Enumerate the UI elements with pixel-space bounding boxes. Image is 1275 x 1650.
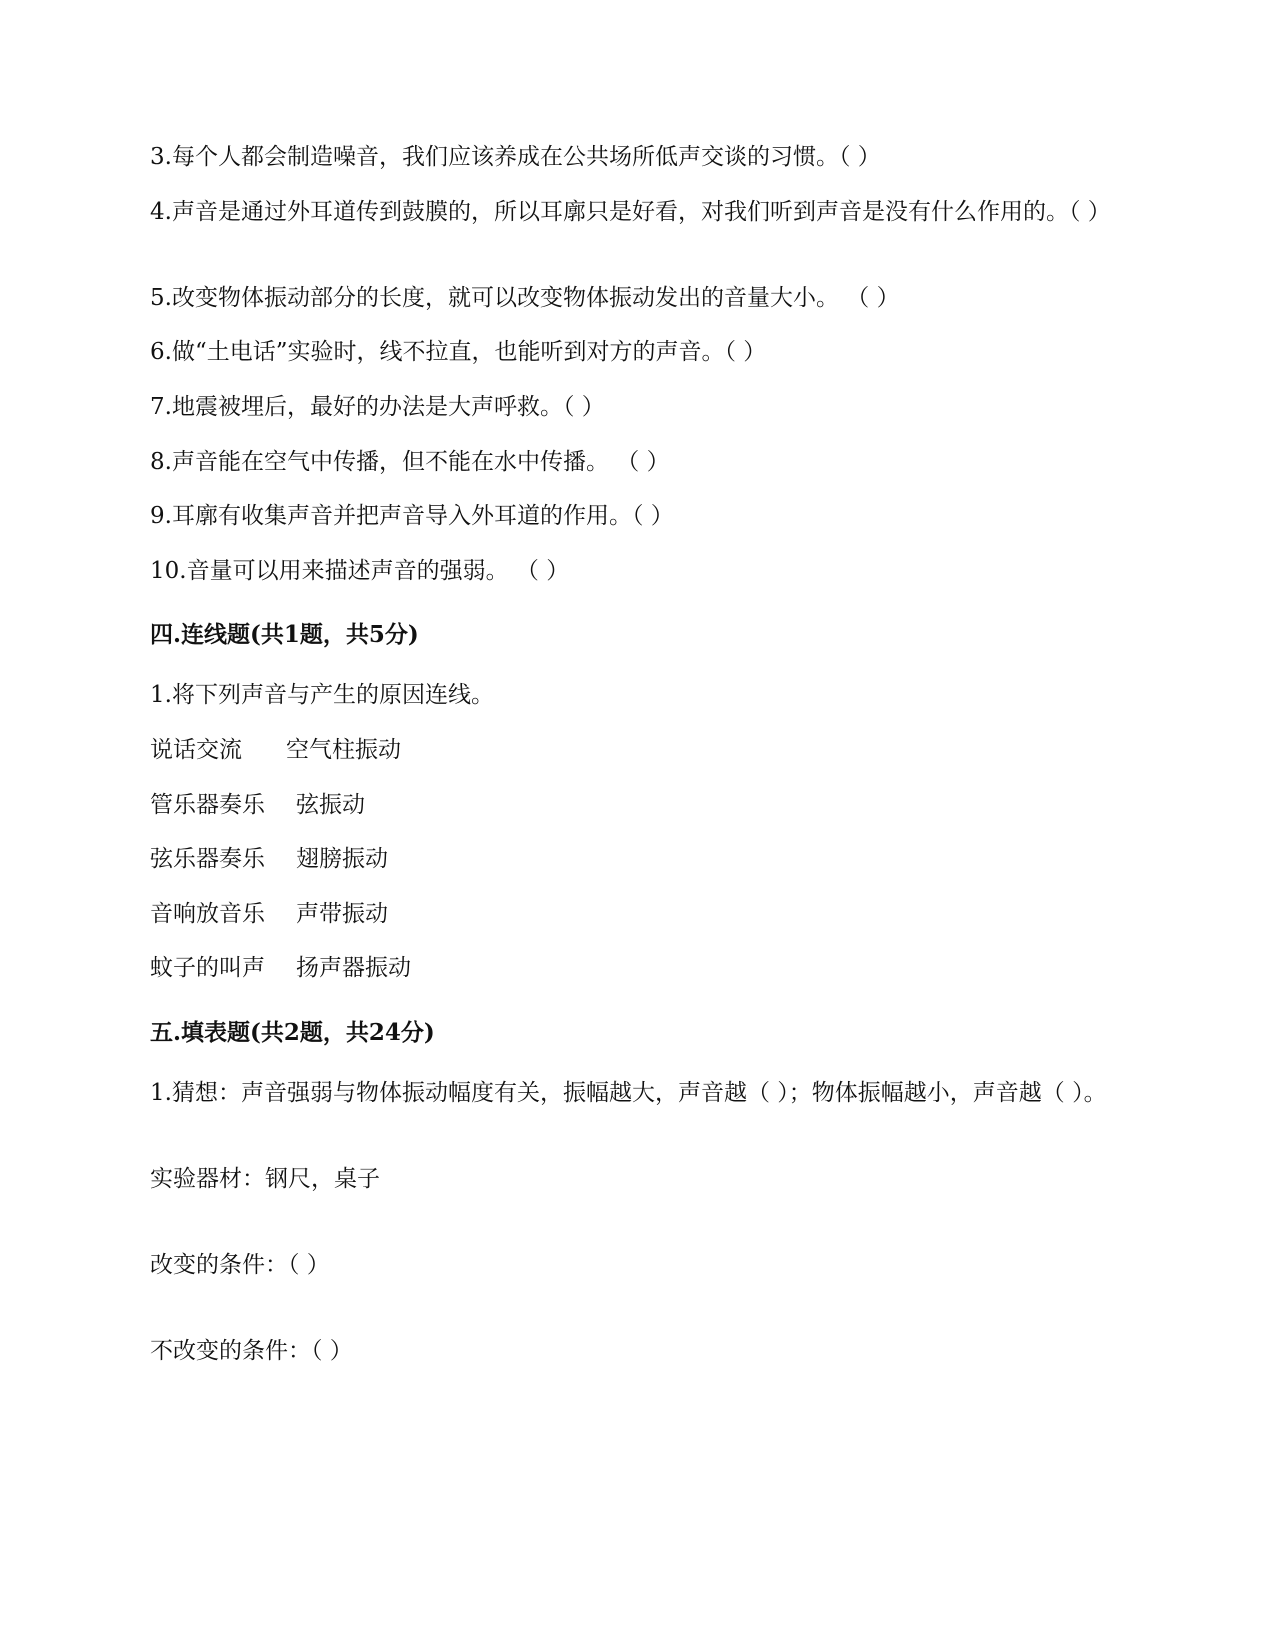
question-4: 4.声音是通过外耳道传到鼓膜的，所以耳廓只是好看，对我们听到声音是没有什么作用的。（ ） [150,199,1111,225]
question-10: 10.音量可以用来描述声音的强弱。 （ ） [150,558,570,584]
matching-right-item: 声带振动 [296,901,388,927]
matching-left-item: 说话交流 [150,737,242,763]
changed-condition: 改变的条件：（ ） [150,1252,330,1278]
matching-left-item: 弦乐器奏乐 [150,846,265,872]
question-7: 7.地震被埋后，最好的办法是大声呼救。（ ） [150,394,605,420]
experiment-materials: 实验器材：钢尺，桌子 [150,1166,380,1192]
matching-right-item: 空气柱振动 [286,737,401,763]
question-5: 5.改变物体振动部分的长度，就可以改变物体振动发出的音量大小。 （ ） [150,285,900,311]
section-4-heading: 四.连线题(共1题，共5分) [150,621,419,648]
matching-left-item: 管乐器奏乐 [150,792,265,818]
question-8: 8.声音能在空气中传播，但不能在水中传播。 （ ） [150,449,670,475]
matching-right-item: 弦振动 [296,792,365,818]
question-9: 9.耳廓有收集声音并把声音导入外耳道的作用。（ ） [150,503,674,529]
hypothesis-question: 1.猜想：声音强弱与物体振动幅度有关，振幅越大，声音越（ ）；物体振幅越小，声音越（ ）。 [150,1080,1107,1106]
question-3: 3.每个人都会制造噪音，我们应该养成在公共场所低声交谈的习惯。（ ） [150,144,881,170]
unchanged-condition: 不改变的条件：（ ） [150,1338,353,1364]
section-5-heading: 五.填表题(共2题，共24分) [150,1019,435,1046]
question-6: 6.做“土电话”实验时，线不拉直，也能听到对方的声音。（ ） [150,339,767,365]
matching-right-item: 翅膀振动 [296,846,388,872]
matching-right-item: 扬声器振动 [296,955,411,981]
matching-question: 1.将下列声音与产生的原因连线。 [150,682,494,708]
matching-left-item: 音响放音乐 [150,901,265,927]
matching-left-item: 蚊子的叫声 [150,955,265,981]
